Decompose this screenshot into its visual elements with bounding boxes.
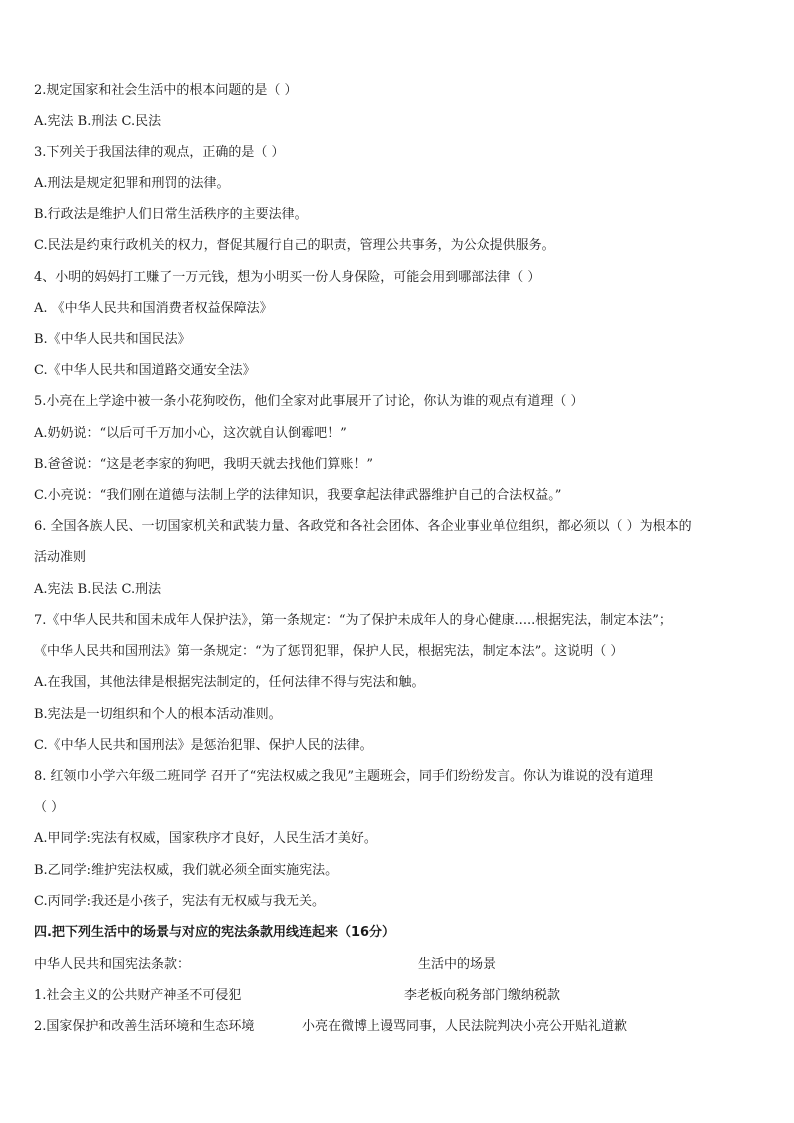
question-8-stem-line-2: （ ） bbox=[34, 800, 65, 815]
question-5-option-c: C.小亮说：“我们刚在道德与法制上学的法律知识，我要拿起法律武器维护自己的合法权益。” bbox=[34, 488, 562, 503]
question-4-stem: 4、小明的妈妈打工赚了一万元钱，想为小明买一份人身保险，可能会用到哪部法律（ ） bbox=[34, 270, 541, 285]
question-7-option-b: B.宪法是一切组织和个人的根本活动准则。 bbox=[34, 707, 282, 722]
question-5-stem: 5.小亮在上学途中被一条小花狗咬伤，他们全家对此事展开了讨论，你认为谁的观点有道理（ ） bbox=[34, 394, 584, 409]
match-right-item-2: 小亮在微博上谩骂同事，人民法院判决小亮公开贴礼道歉 bbox=[302, 1019, 628, 1034]
question-4-option-b: B.《中华人民共和国民法》 bbox=[34, 332, 191, 347]
section-4-heading: 四.把下列生活中的场景与对应的宪法条款用线连起来（16分） bbox=[34, 925, 396, 940]
question-4-option-a: A. 《中华人民共和国消费者权益保障法》 bbox=[34, 301, 273, 316]
match-left-item-2: 2.国家保护和改善生活环境和生态环境 bbox=[34, 1019, 255, 1034]
question-8-option-c: C.丙同学:我还是小孩子，宪法有无权威与我无关。 bbox=[34, 894, 325, 909]
question-7-option-c: C.《中华人民共和国刑法》是惩治犯罪、保护人民的法律。 bbox=[34, 738, 373, 753]
question-3-stem: 3.下列关于我国法律的观点，正确的是（ ） bbox=[34, 145, 285, 160]
match-right-item-1: 李老板向税务部门缴纳税款 bbox=[404, 988, 561, 1003]
question-7-stem-line-1: 7.《中华人民共和国未成年人保护法》，第一条规定：“为了保护未成年人的身心健康.....根据宪法，制定本法”； bbox=[34, 613, 672, 628]
question-4-option-c: C.《中华人民共和国道路交通安全法》 bbox=[34, 363, 256, 378]
question-6-options: A.宪法 B.民法 C.刑法 bbox=[34, 582, 162, 597]
question-5-option-a: A.奶奶说：“以后可千万加小心，这次就自认倒霉吧！” bbox=[34, 426, 347, 441]
question-2-stem: 2.规定国家和社会生活中的根本问题的是（ ） bbox=[34, 83, 298, 98]
match-left-item-1: 1.社会主义的公共财产神圣不可侵犯 bbox=[34, 988, 242, 1003]
question-8-option-b: B.乙同学:维护宪法权威，我们就必须全面实施宪法。 bbox=[34, 863, 339, 878]
question-7-option-a: A.在我国，其他法律是根据宪法制定的，任何法律不得与宪法和触。 bbox=[34, 675, 425, 690]
section-4-right-header: 生活中的场景 bbox=[418, 957, 497, 972]
question-8-stem-line-1: 8. 红领巾小学六年级二班同学 召开了“宪法权威之我见”主题班会，同手们纷纷发言。你认为谁说的没有道理 bbox=[34, 769, 653, 784]
question-2-options: A.宪法 B.刑法 C.民法 bbox=[34, 114, 162, 129]
question-5-option-b: B.爸爸说：“这是老李家的狗吧，我明天就去找他们算账！” bbox=[34, 457, 373, 472]
question-3-option-a: A.刑法是规定犯罪和刑罚的法律。 bbox=[34, 176, 230, 191]
section-4-left-header: 中华人民共和国宪法条款： bbox=[34, 957, 191, 972]
question-3-option-b: B.行政法是维护人们日常生活秩序的主要法律。 bbox=[34, 207, 308, 222]
question-7-stem-line-2: 《中华人民共和国刑法》第一条规定：“为了惩罚犯罪，保护人民，根据宪法，制定本法”。这说明（ ） bbox=[34, 644, 624, 659]
question-6-stem-line-1: 6. 全国各族人民、一切国家机关和武装力量、各政党和各社会团体、各企业事业单位组织，都必须以（ ）为根本的 bbox=[34, 519, 692, 534]
question-6-stem-line-2: 活动准则 bbox=[34, 550, 87, 565]
question-3-option-c: C.民法是约束行政机关的权力，督促其履行自己的职责，管理公共事务，为公众提供服务。 bbox=[34, 238, 555, 253]
question-8-option-a: A.甲同学:宪法有权威，国家秩序才良好，人民生活才美好。 bbox=[34, 831, 377, 846]
